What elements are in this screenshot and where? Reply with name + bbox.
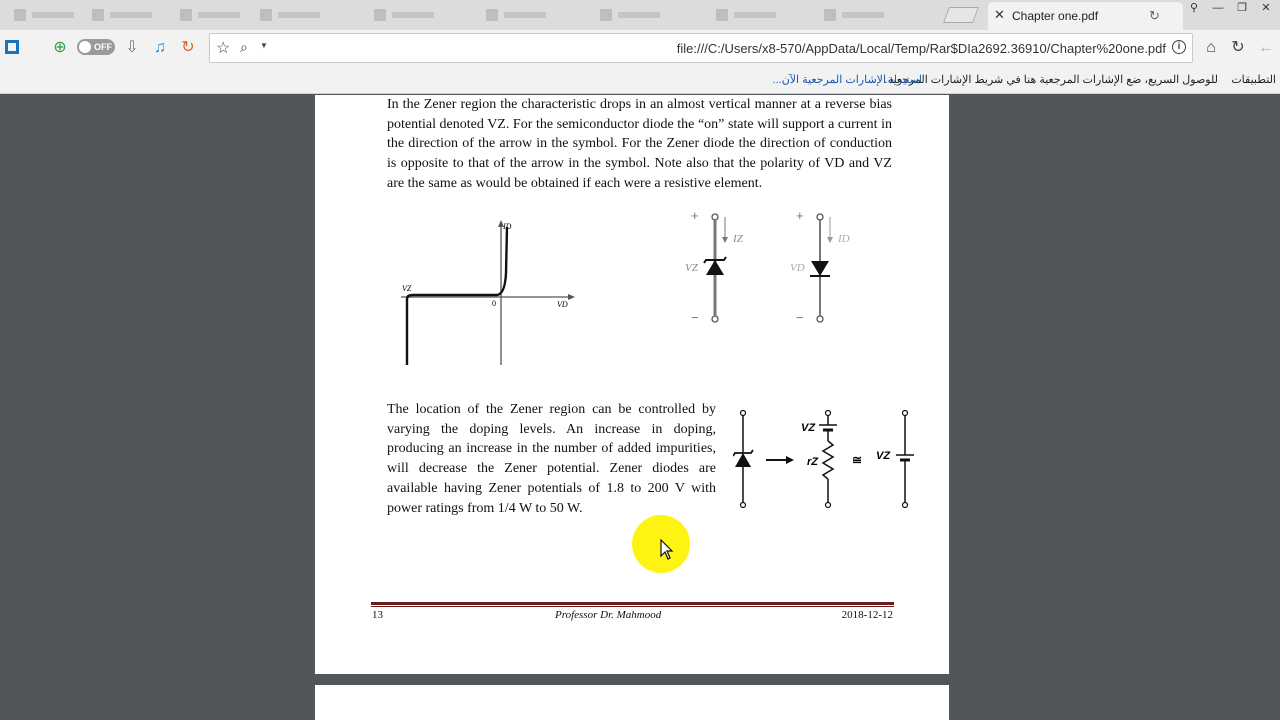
minimize-button[interactable]: —: [1212, 2, 1224, 14]
chevron-down-icon[interactable]: ▼: [260, 41, 268, 50]
diode-vd-label: VD: [790, 262, 805, 274]
zener-minus: −: [691, 310, 699, 325]
approx-equal-symbol: ≅: [852, 453, 863, 467]
battery2-vz-label: VZ: [876, 450, 891, 462]
url-text[interactable]: file:///C:/Users/x8-570/AppData/Local/Temp/Rar$DIa2692.36910/Chapter%20one.pdf: [676, 41, 1166, 56]
apps-shortcut[interactable]: التطبيقات: [1231, 74, 1276, 86]
paragraph-zener-region: In the Zener region the characteristic drops in an almost vertical manner at a reverse bias potential denoted VZ. For the semiconductor diode the “on” state will support a current in the direction of the arrow in the symbol. For the Zener diode the direction of conduction is opposite to that of the arrow in the symbol. Note also that the polarity of VD and VZ are the same as would be obtained if each were a resistive element.: [387, 97, 892, 191]
off-toggle[interactable]: [77, 39, 115, 55]
headphones-icon[interactable]: ♫: [154, 39, 166, 56]
zener-plus: +: [691, 208, 699, 223]
reload-icon[interactable]: ↻: [1231, 39, 1245, 56]
footer-date: 2018-12-12: [841, 609, 893, 621]
zener-iz-label: IZ: [733, 233, 743, 245]
bookmarks-bar: [0, 66, 1280, 94]
tab-title: Chapter one.pdf: [1012, 9, 1099, 23]
background-tab[interactable]: [88, 6, 158, 26]
background-tab[interactable]: [176, 6, 246, 26]
rz-label: rZ: [807, 456, 818, 468]
diode-plus: +: [796, 208, 804, 223]
iv-characteristic-graph: [393, 213, 578, 373]
origin-label: 0: [492, 299, 496, 308]
home-icon[interactable]: ⌂: [1206, 39, 1216, 56]
diode-minus: −: [796, 310, 804, 325]
vd-axis-arrow: [568, 294, 575, 300]
footer-rule-thin: [371, 606, 894, 607]
footer-rule: [371, 602, 894, 605]
info-icon[interactable]: i: [1172, 40, 1186, 54]
zener-vz-label: VZ: [685, 262, 698, 274]
mouse-pointer-icon: [660, 539, 674, 561]
zener-curve: [407, 227, 507, 365]
bookmarks-hint: للوصول السريع، ضع الإشارات المرجعية هنا في شريط الإشارات المرجعية.: [884, 74, 1218, 86]
zener-triangle: [706, 260, 724, 275]
vd-axis-label: VD: [557, 300, 568, 309]
battery-vz-label: VZ: [801, 422, 816, 434]
import-bookmarks-link[interactable]: استيراد الإشارات المرجعية الآن...: [772, 74, 922, 86]
tab-strip: [0, 0, 1280, 30]
background-tab[interactable]: [370, 6, 440, 26]
footer-author: Professor Dr. Mahmood: [555, 609, 662, 621]
extension-square-icon[interactable]: [5, 40, 19, 54]
next-pdf-page: [315, 685, 949, 720]
browser-toolbar: [0, 30, 1280, 66]
toggle-knob: [79, 41, 91, 53]
background-tab[interactable]: [820, 6, 890, 26]
transform-arrow-icon: [786, 456, 794, 464]
background-tab[interactable]: [256, 6, 326, 26]
background-tab[interactable]: [712, 6, 782, 26]
tab-loading-icon: ↻: [1149, 8, 1160, 23]
download-manager-icon[interactable]: ⊕: [53, 39, 67, 56]
profile-icon[interactable]: ⚲: [1189, 2, 1199, 14]
new-tab-button[interactable]: [943, 7, 979, 23]
resistor-zigzag: [823, 441, 833, 479]
page-number: 13: [372, 609, 383, 621]
save-download-icon[interactable]: ⇩: [125, 39, 139, 56]
window-controls: [1184, 0, 1276, 18]
search-icon[interactable]: ⌕: [240, 39, 248, 55]
background-tab[interactable]: [596, 6, 666, 26]
diode-id-label: ID: [838, 233, 850, 245]
toggle-label: OFF: [94, 42, 112, 52]
tab-close-icon[interactable]: ✕: [994, 7, 1005, 22]
close-window-button[interactable]: ✕: [1261, 2, 1271, 14]
background-tab[interactable]: [10, 6, 80, 26]
tab-active[interactable]: [988, 2, 1183, 30]
diode-triangle: [811, 261, 829, 276]
back-arrow-icon[interactable]: ←: [1258, 39, 1274, 56]
address-bar[interactable]: [209, 33, 1193, 63]
background-tab[interactable]: [482, 6, 552, 26]
diode-symbol: [788, 205, 868, 325]
pdf-page: [315, 95, 949, 674]
bookmark-star-icon[interactable]: ☆: [216, 40, 231, 57]
paragraph-zener-doping: The location of the Zener region can be controlled by varying the doping levels. An increase in doping, producing an increase in the number of added impurities, will decrease the Zener potential. Zener diodes are available having Zener potentials of 1.8 to 200 V with power ratings from 1/4 W to 50 W.: [387, 402, 716, 516]
id-axis-label: ID: [503, 222, 512, 231]
zener-diode-symbol: [683, 205, 763, 325]
maximize-button[interactable]: ❐: [1237, 2, 1247, 14]
refresh-extension-icon[interactable]: ↻: [181, 39, 195, 56]
zener-equivalent-circuit: [733, 407, 923, 513]
vz-axis-label: VZ: [402, 284, 412, 293]
